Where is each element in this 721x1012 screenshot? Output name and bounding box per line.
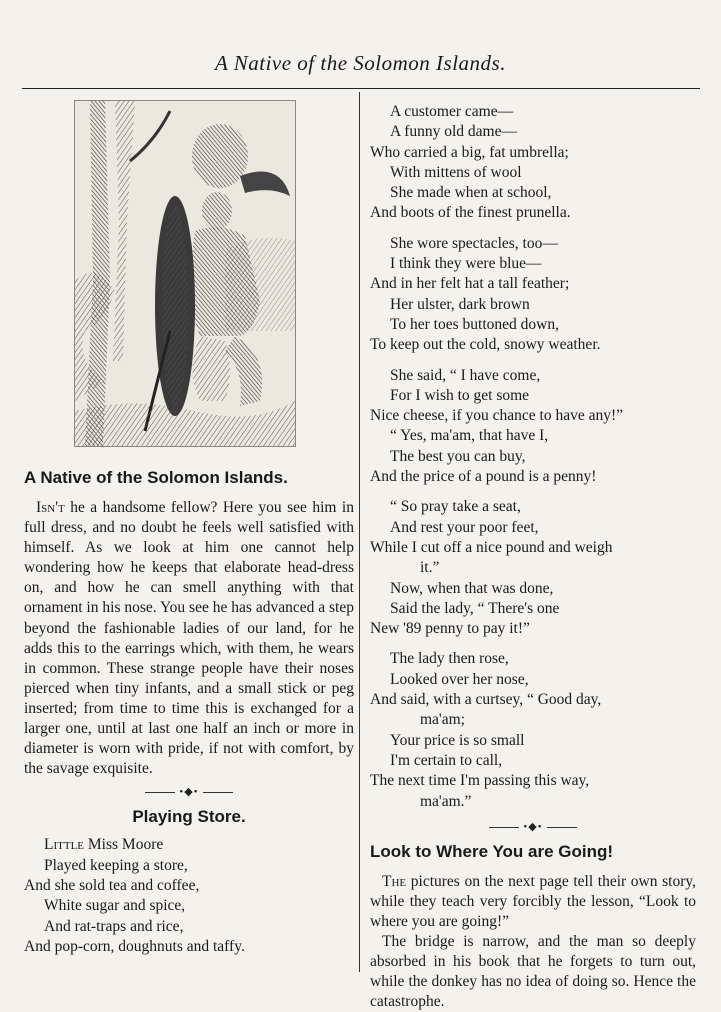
- left-column: [24, 466, 354, 957]
- poem-line: And the price of a pound is a penny!: [370, 468, 597, 486]
- poem-stanza-5: [370, 497, 696, 639]
- engraving-svg: [75, 101, 295, 446]
- poem-line: A customer came—: [390, 103, 514, 120]
- poem-line: A funny old dame—: [390, 123, 517, 141]
- poem-line: I'm certain to call,: [390, 751, 503, 769]
- poem-line: “ So pray take a seat,: [390, 498, 521, 516]
- column-rule: [359, 92, 360, 972]
- poem-line: New '89 penny to pay it!”: [370, 620, 530, 638]
- poem-line: Her ulster, dark brown: [390, 295, 530, 313]
- poem-stanza-1: [24, 835, 354, 957]
- poem-line: And pop-corn, doughnuts and taffy.: [24, 937, 245, 955]
- poem-line: “ Yes, ma'am, that have I,: [390, 427, 549, 445]
- poem-line: it.”: [420, 559, 440, 577]
- poem-line: She wore spectacles, too—: [390, 234, 558, 252]
- poem-line: She made when at school,: [390, 184, 552, 202]
- poem-line: I think they were blue—: [390, 255, 542, 273]
- section-divider: •◆•: [24, 785, 354, 799]
- poem-line: While I cut off a nice pound and weigh: [370, 538, 613, 556]
- lead-word: The: [382, 872, 407, 890]
- poem-line: White sugar and spice,: [44, 897, 186, 915]
- poem-line: The lady then rose,: [390, 650, 509, 668]
- poem-stanza-4: [370, 366, 696, 488]
- poem-stanza-3: [370, 234, 696, 356]
- poem-line: Said the lady, “ There's one: [390, 599, 560, 617]
- poem-line: The best you can buy,: [390, 447, 526, 465]
- poem-line: [24, 835, 354, 855]
- poem-line-text: Miss Moore: [84, 836, 164, 854]
- poem-line: And she sold tea and coffee,: [24, 876, 200, 894]
- right-column: [370, 102, 696, 1012]
- poem-line: To her toes buttoned down,: [390, 315, 559, 333]
- article-body-text: pictures on the next page tell their own story, while they teach very forcibly the lesson, “Look to where you are going!”: [370, 872, 696, 930]
- poem-line: And rest your poor feet,: [390, 518, 539, 536]
- poem-line: For I wish to get some: [390, 386, 530, 404]
- poem-stanza-2: [370, 102, 696, 224]
- article-body-native: [24, 498, 354, 779]
- poem-line: She said, “ I have come,: [390, 366, 541, 384]
- poem-stanza-6: [370, 649, 696, 811]
- article-title-native: A Native of the Solomon Islands.: [24, 468, 288, 487]
- poem-line: And said, with a curtsey, “ Good day,: [370, 691, 602, 709]
- poem-line: The next time I'm passing this way,: [370, 772, 590, 790]
- poem-title: Playing Store.: [132, 807, 246, 827]
- article-body-look-p2: The bridge is narrow, and the man so deeply absorbed in his book that he forgets to turn out, while the donkey has no idea of doing so. Hence the catastrophe.: [370, 933, 696, 1011]
- poem-line: And in her felt hat a tall feather;: [370, 275, 570, 293]
- running-head: A Native of the Solomon Islands.: [215, 51, 506, 75]
- poem-line: To keep out the cold, snowy weather.: [370, 336, 601, 354]
- poem-line: Nice cheese, if you chance to have any!”: [370, 407, 624, 425]
- poem-line: Looked over her nose,: [390, 670, 529, 688]
- poem-line: ma'am;: [420, 711, 465, 729]
- poem-line: And rat-traps and rice,: [44, 917, 184, 935]
- poem-line: Now, when that was done,: [390, 579, 554, 597]
- lead-word: Isn't: [36, 499, 65, 516]
- poem-line: Played keeping a store,: [44, 856, 188, 874]
- native-engraving-illustration: [74, 100, 296, 447]
- poem-line: And boots of the finest prunella.: [370, 204, 571, 222]
- poem-line: ma'am.”: [420, 792, 472, 810]
- section-divider: •◆•: [370, 820, 696, 834]
- article-body-look-p1: [370, 872, 696, 932]
- poem-first-word: Little: [44, 836, 85, 854]
- poem-line: Your price is so small: [390, 731, 525, 749]
- poem-line: Who carried a big, fat umbrella;: [370, 143, 569, 161]
- article-title-look: Look to Where You are Going!: [370, 841, 614, 861]
- poem-line: With mittens of wool: [390, 163, 522, 181]
- article-body-text: he a handsome fellow? Here you see him in full dress, and no doubt he feels well satisfied with himself. As we look at him one cannot help wondering how he keeps that elaborate head-dress on, and how he can smell anything with that ornament in his nose. You see he has advanced a step beyond the fashionable ladies of our land, for he adds this to the earrings which, with them, he wears in common. These strange people have their noses pierced when tiny infants, and a small stick or peg inserted; from time to time this is exchanged for a larger one, until at last one half an inch or more in diameter is worn with pride, if not with comfort, by the savage exquisite.: [24, 499, 354, 778]
- header-rule: [22, 88, 700, 89]
